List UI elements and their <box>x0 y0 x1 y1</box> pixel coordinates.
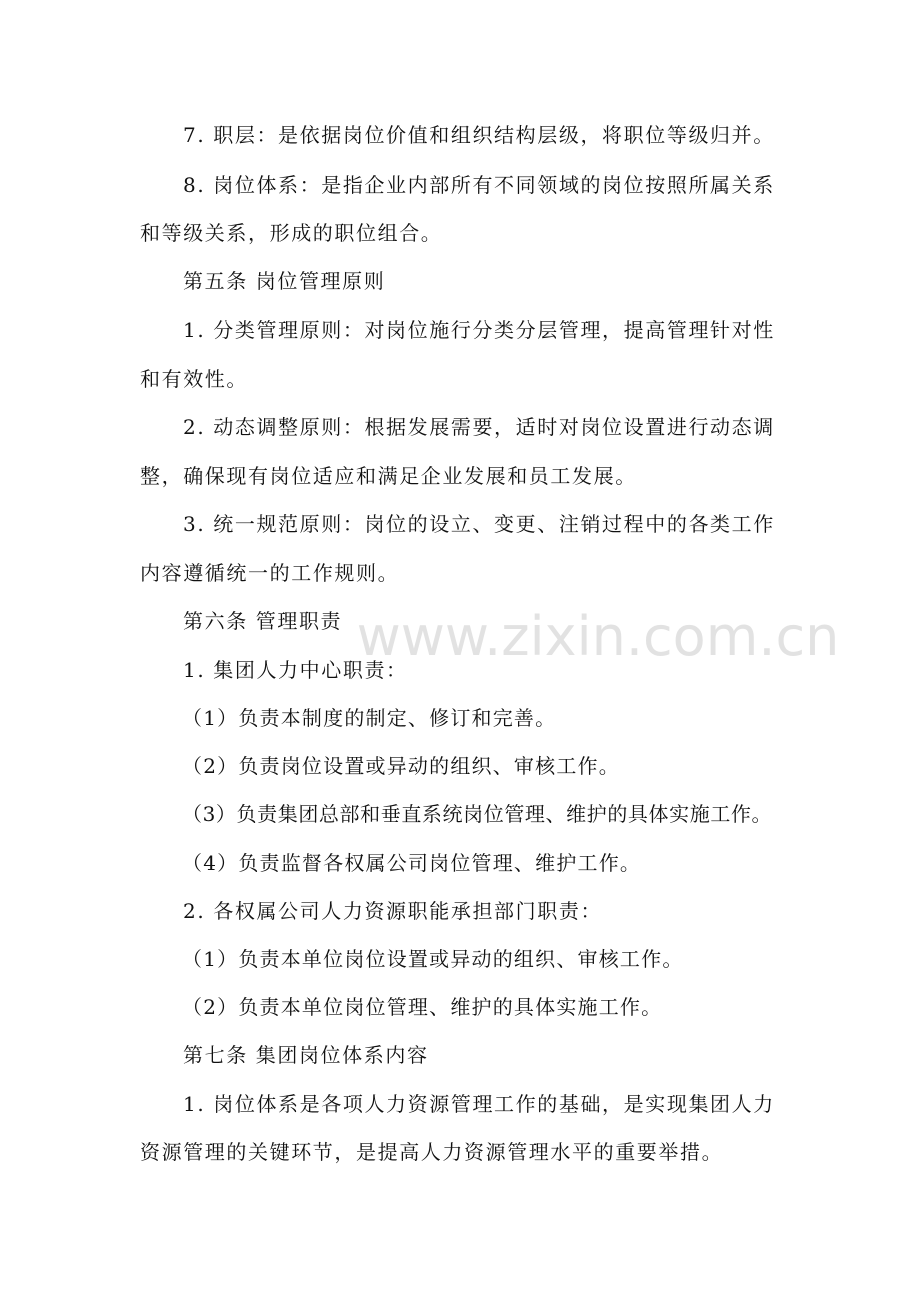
paragraph-line: 8. 岗位体系：是指企业内部所有不同领域的岗位按照所属关系 <box>183 173 775 197</box>
paragraph-line: 2. 动态调整原则：根据发展需要，适时对岗位设置进行动态调 <box>183 415 775 439</box>
paragraph-line: 3. 统一规范原则：岗位的设立、变更、注销过程中的各类工作 <box>183 512 775 536</box>
list-item: （3）负责集团总部和垂直系统岗位管理、维护的具体实施工作。 <box>182 802 773 826</box>
paragraph-line: 内容遵循统一的工作规则。 <box>140 561 400 585</box>
list-item: （2）负责岗位设置或异动的组织、审核工作。 <box>182 754 620 778</box>
watermark: www.zixin.com.cn <box>356 605 840 668</box>
paragraph-line: 1. 岗位体系是各项人力资源管理工作的基础，是实现集团人力 <box>183 1092 775 1116</box>
paragraph-line: 资源管理的关键环节，是提高人力资源管理水平的重要举措。 <box>140 1140 724 1164</box>
section-heading: 第七条 集团岗位体系内容 <box>183 1043 429 1067</box>
list-item: （1）负责本制度的制定、修订和完善。 <box>182 706 557 730</box>
paragraph-line: 和等级关系，形成的职位组合。 <box>140 221 443 245</box>
section-heading: 第五条 岗位管理原则 <box>183 269 386 293</box>
paragraph-line: 2. 各权属公司人力资源职能承担部门职责： <box>183 899 603 923</box>
list-item: （4）负责监督各权属公司岗位管理、维护工作。 <box>182 851 642 875</box>
section-heading: 第六条 管理职责 <box>183 609 343 633</box>
paragraph-line: 整，确保现有岗位适应和满足企业发展和员工发展。 <box>140 464 637 488</box>
paragraph-line: 1. 分类管理原则：对岗位施行分类分层管理，提高管理针对性 <box>183 318 775 342</box>
paragraph-line: 7. 职层：是依据岗位价值和组织结构层级，将职位等级归并。 <box>183 123 775 147</box>
paragraph-line: 1. 集团人力中心职责： <box>183 658 408 682</box>
list-item: （2）负责本单位岗位管理、维护的具体实施工作。 <box>182 995 663 1019</box>
list-item: （1）负责本单位岗位设置或异动的组织、审核工作。 <box>182 947 684 971</box>
paragraph-line: 和有效性。 <box>140 367 248 391</box>
